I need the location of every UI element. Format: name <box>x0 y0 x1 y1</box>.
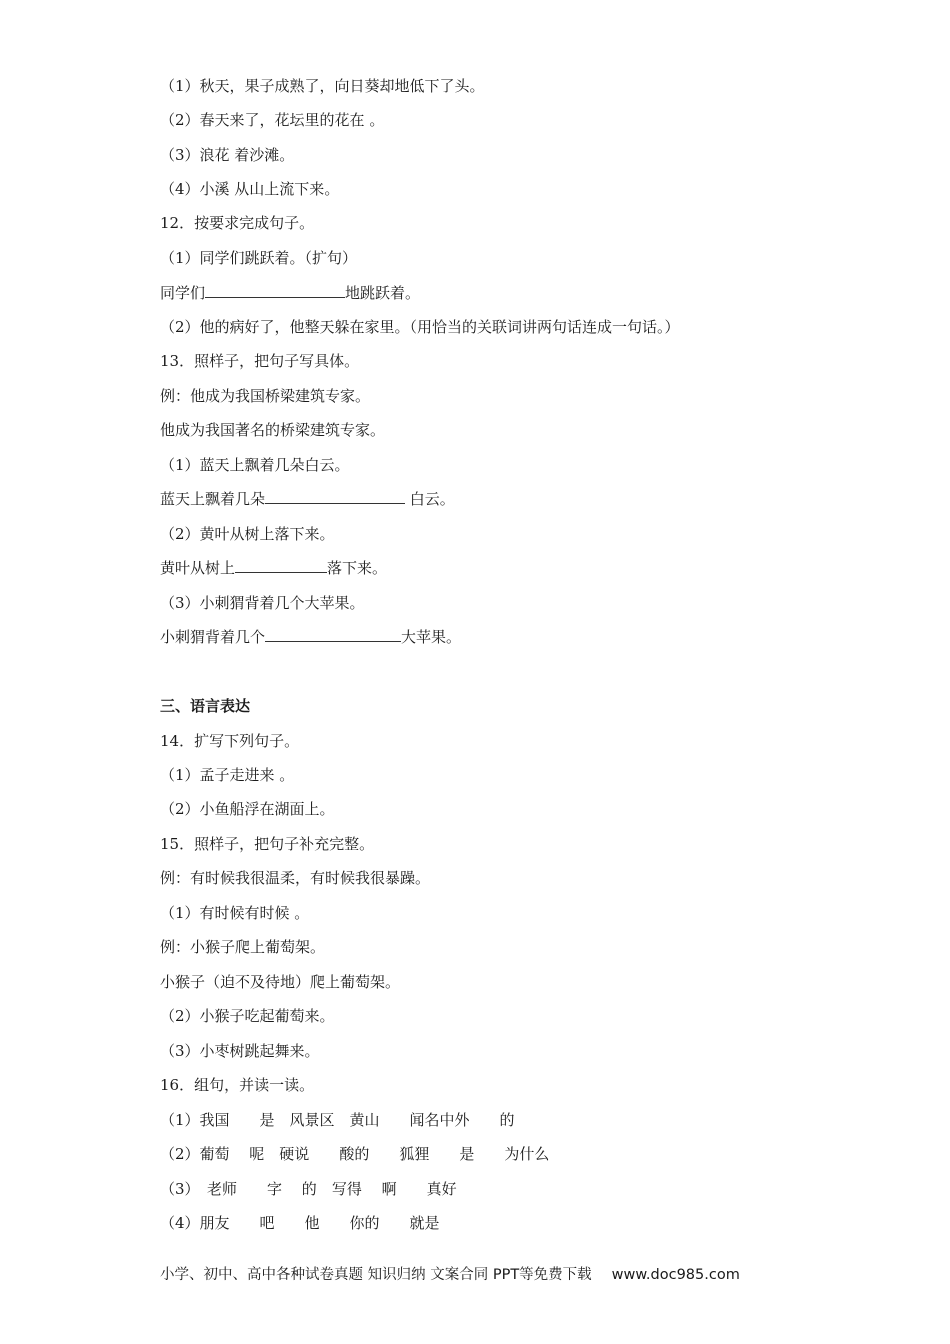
answer-blank[interactable] <box>265 625 401 642</box>
text-line: （2）黄叶从树上落下来。 <box>160 525 335 543</box>
text-line: （2）他的病好了，他整天躲在家里。（用恰当的关联词讲两句话连成一句话。） <box>160 318 680 336</box>
question-13: 13．照样子，把句子写具体。 <box>160 352 360 370</box>
fill-after: 地跳跃着。 <box>345 284 421 302</box>
answer-blank[interactable] <box>205 281 345 298</box>
text-line: 例：他成为我国桥梁建筑专家。 <box>160 387 371 405</box>
page-footer <box>160 1262 740 1288</box>
question-14: 14．扩写下列句子。 <box>160 732 300 750</box>
fill-line <box>160 487 455 511</box>
fill-after: 白云。 <box>405 490 455 508</box>
text-line: （4）朋友 吧 他 你的 就是 <box>160 1214 440 1232</box>
text-line: （3）浪花 着沙滩。 <box>160 146 295 164</box>
text-line: （2）春天来了，花坛里的花在 。 <box>160 111 385 129</box>
fill-before: 黄叶从树上 <box>160 559 236 577</box>
fill-before: 蓝天上飘着几朵 <box>160 490 266 508</box>
answer-blank[interactable] <box>265 487 405 504</box>
text-line: 他成为我国著名的桥梁建筑专家。 <box>160 421 386 439</box>
text-line: （2）葡萄 呢 硬说 酸的 狐狸 是 为什么 <box>160 1145 550 1163</box>
fill-line <box>160 281 420 305</box>
answer-blank[interactable] <box>235 556 327 573</box>
question-16: 16．组句，并读一读。 <box>160 1076 315 1094</box>
footer-site-link[interactable]: www.doc985.com <box>611 1267 740 1283</box>
text-line: （3） 老师 字 的 写得 啊 真好 <box>160 1180 457 1198</box>
text-line: （1）我国 是 风景区 黄山 闻名中外 的 <box>160 1111 515 1129</box>
fill-before: 小刺猬背着几个 <box>160 628 266 646</box>
footer-text: 小学、初中、高中各种试卷真题 知识归纳 文案合同 PPT等免费下载 <box>160 1267 592 1283</box>
section-heading: 三、语言表达 <box>160 697 251 715</box>
text-line: （1）蓝天上飘着几朵白云。 <box>160 456 350 474</box>
text-line: 例：有时候我很温柔，有时候我很暴躁。 <box>160 869 431 887</box>
text-line: 例：小猴子爬上葡萄架。 <box>160 938 326 956</box>
fill-after: 落下来。 <box>327 559 388 577</box>
text-line: （4）小溪 从山上流下来。 <box>160 180 340 198</box>
fill-before: 同学们 <box>160 284 206 302</box>
text-line: （1）同学们跳跃着。（扩句） <box>160 249 358 267</box>
text-line: （2）小猴子吃起葡萄来。 <box>160 1007 335 1025</box>
text-line: （1）秋天，果子成熟了，向日葵却地低下了头。 <box>160 77 485 95</box>
fill-line <box>160 556 387 580</box>
text-line: （3）小刺猬背着几个大苹果。 <box>160 594 365 612</box>
fill-line <box>160 625 461 649</box>
question-15: 15．照样子，把句子补充完整。 <box>160 835 375 853</box>
text-line: （3）小枣树跳起舞来。 <box>160 1042 320 1060</box>
text-line: （1）孟子走进来 。 <box>160 766 295 784</box>
text-line: （1）有时候有时候 。 <box>160 904 310 922</box>
question-12: 12．按要求完成句子。 <box>160 214 315 232</box>
text-line: （2）小鱼船浮在湖面上。 <box>160 800 335 818</box>
text-line: 小猴子（迫不及待地）爬上葡萄架。 <box>160 973 401 991</box>
fill-after: 大苹果。 <box>401 628 462 646</box>
